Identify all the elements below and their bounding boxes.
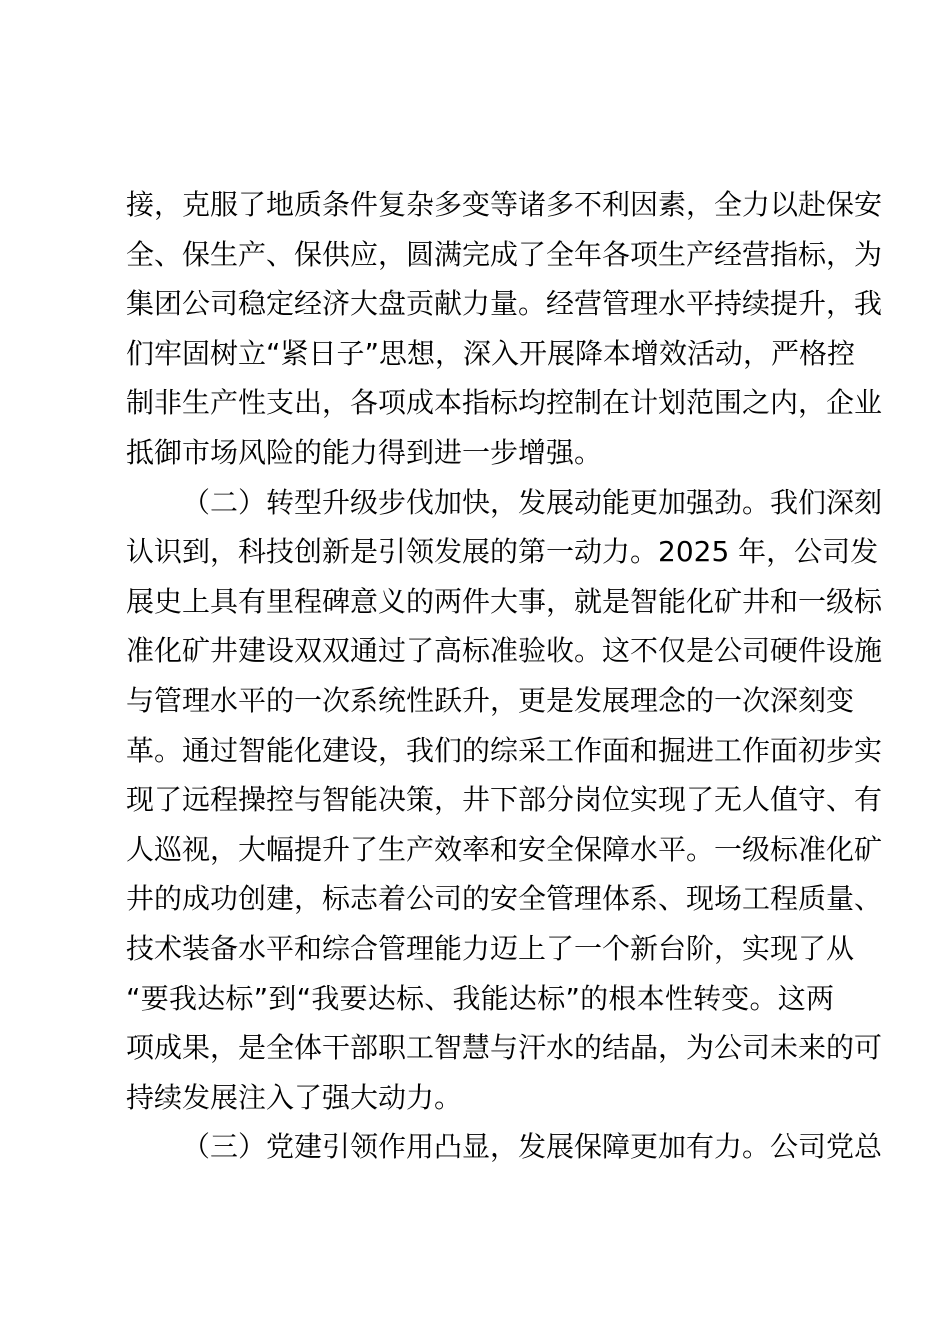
text-line: 接，克服了地质条件复杂多变等诸多不利因素，全力以赴保安 <box>126 188 883 221</box>
document-page <box>126 180 883 1172</box>
text-line: 技术装备水平和综合管理能力迈上了一个新台阶，实现了从 <box>126 931 855 965</box>
text-line: 现了远程操控与智能决策，井下部分岗位实现了无人值守、有 <box>126 783 883 817</box>
text-line: 认识到，科技创新是引领发展的第一动力。2025 年，公司发 <box>126 535 879 569</box>
text-line: “要我达标”到“我要达标、我能达标”的根本性转变。这两 <box>126 981 834 1015</box>
text-line: 全、保生产、保供应，圆满完成了全年各项生产经营指标，为 <box>126 237 883 271</box>
text-line: 人巡视，大幅提升了生产效率和安全保障水平。一级标准化矿 <box>126 832 883 866</box>
paragraph-section-2-transformation <box>126 478 883 1123</box>
text-line: 与管理水平的一次系统性跃升，更是发展理念的一次深刻变 <box>126 683 855 717</box>
text-line: 革。通过智能化建设，我们的综采工作面和掘进工作面初步实 <box>126 733 883 767</box>
text-line: 抵御市场风险的能力得到进一步增强。 <box>126 435 603 469</box>
section-heading-line: （三）党建引领作用凸显，发展保障更加有力。公司党总 <box>182 1130 883 1164</box>
text-line: 展史上具有里程碑意义的两件大事，就是智能化矿井和一级标 <box>126 584 883 618</box>
section-heading-line: （二）转型升级步伐加快，发展动能更加强劲。我们深刻 <box>182 485 883 519</box>
text-line: 准化矿井建设双双通过了高标准验收。这不仅是公司硬件设施 <box>126 634 883 668</box>
text-line: 制非生产性支出，各项成本指标均控制在计划范围之内，企业 <box>126 386 883 420</box>
text-line: 井的成功创建，标志着公司的安全管理体系、现场工程质量、 <box>126 882 883 916</box>
text-line: 集团公司稳定经济大盘贡献力量。经营管理水平持续提升，我 <box>126 287 883 321</box>
paragraph-operations-summary <box>126 180 883 478</box>
text-line: 持续发展注入了强大动力。 <box>126 1080 463 1114</box>
text-line: 们牢固树立“紧日子”思想，深入开展降本增效活动，严格控 <box>126 336 856 370</box>
text-line: 项成果，是全体干部职工智慧与汗水的结晶，为公司未来的可 <box>126 1031 883 1065</box>
paragraph-section-3-party-building <box>126 1122 883 1172</box>
